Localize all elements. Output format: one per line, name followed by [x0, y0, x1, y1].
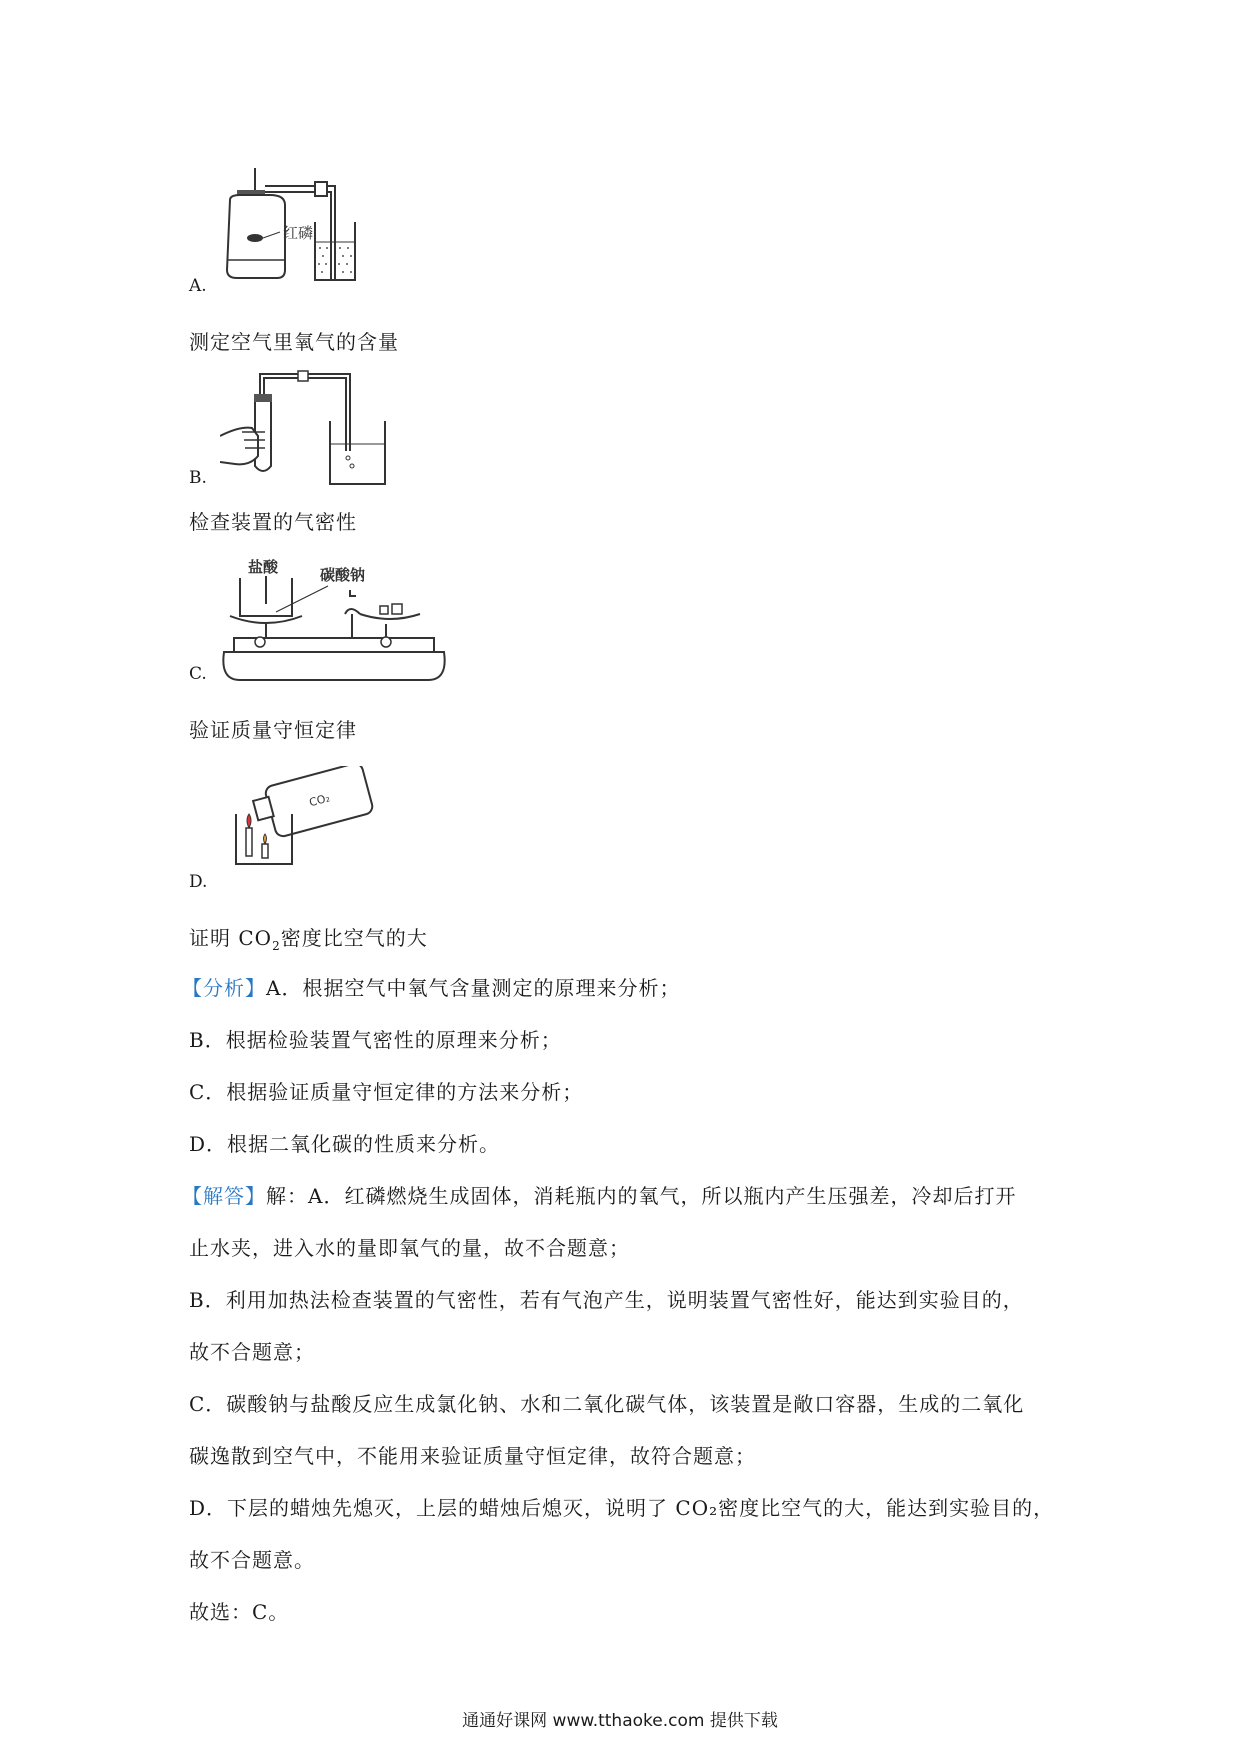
figure-b-airtightness-apparatus — [220, 366, 420, 491]
option-d-caption-suffix: 密度比空气的大 — [280, 926, 428, 950]
analysis-text-1: A．根据空气中氧气含量测定的原理来分析； — [266, 976, 681, 1000]
analysis-line-4: D．根据二氧化碳的性质来分析。 — [189, 1132, 501, 1156]
figure-c-balance-apparatus — [220, 554, 450, 684]
option-c-letter: C. — [189, 664, 207, 684]
answer-line-6: 碳逸散到空气中，不能用来验证质量守恒定律，故符合题意； — [189, 1444, 756, 1468]
analysis-line-1 — [182, 972, 680, 1001]
answer-line-4: 故不合题意； — [189, 1340, 315, 1364]
figure-a-label: 红磷 — [283, 224, 314, 242]
answer-text-1: 解：A．红磷燃烧生成固体，消耗瓶内的氧气，所以瓶内产生压强差，冷却后打开 — [266, 1184, 1017, 1208]
answer-line-9: 故选：C。 — [189, 1600, 290, 1624]
answer-line-7: D．下层的蜡烛先熄灭，上层的蜡烛后熄灭，说明了 CO₂密度比空气的大，能达到实验目的， — [189, 1496, 1055, 1520]
option-b-letter: B. — [189, 468, 207, 488]
option-b-caption: 检查装置的气密性 — [189, 510, 357, 534]
option-d-caption — [189, 922, 428, 953]
analysis-tag: 【分析】 — [182, 976, 266, 1000]
answer-tag: 【解答】 — [182, 1184, 266, 1208]
option-d-caption-sub: 2 — [272, 939, 281, 953]
answer-line-2: 止水夹，进入水的量即氧气的量，故不合题意； — [189, 1236, 630, 1260]
figure-a-oxygen-apparatus — [225, 160, 435, 290]
option-d-letter: D. — [189, 872, 208, 892]
analysis-line-2: B．根据检验装置气密性的原理来分析； — [189, 1028, 562, 1052]
analysis-line-3: C．根据验证质量守恒定律的方法来分析； — [189, 1080, 584, 1104]
figure-d-co2-candles — [228, 766, 378, 866]
figure-c-label-hcl: 盐酸 — [248, 558, 279, 576]
option-a-caption: 测定空气里氧气的含量 — [189, 330, 399, 354]
figure-d-label: CO₂ — [307, 791, 332, 810]
footer-download-note: 通通好课网 www.tthaoke.com 提供下载 — [462, 1711, 778, 1731]
figure-c-label-na2co3: 碳酸钠 — [320, 566, 366, 584]
option-c-caption: 验证质量守恒定律 — [189, 718, 357, 742]
option-a-letter: A. — [189, 276, 207, 296]
answer-line-3: B．利用加热法检查装置的气密性，若有气泡产生，说明装置气密性好，能达到实验目的， — [189, 1288, 1024, 1312]
answer-line-1 — [182, 1180, 1016, 1209]
option-d-caption-prefix: 证明 CO — [189, 926, 273, 950]
answer-line-5: C．碳酸钠与盐酸反应生成氯化钠、水和二氧化碳气体，该装置是敞口容器，生成的二氧化 — [189, 1392, 1025, 1416]
answer-line-8: 故不合题意。 — [189, 1548, 315, 1572]
